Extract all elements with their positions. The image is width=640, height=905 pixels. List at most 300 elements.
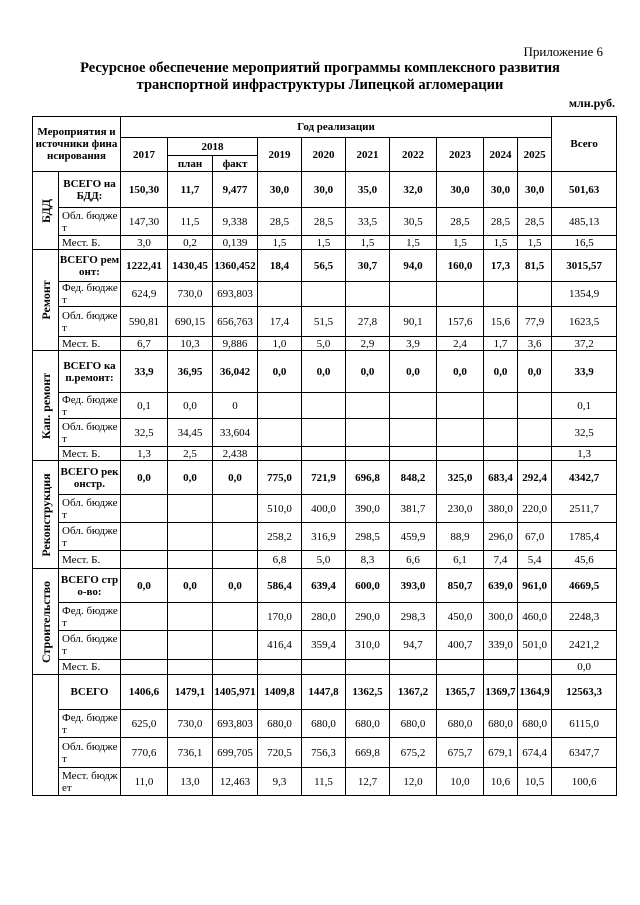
- value-cell: 339,0: [484, 631, 518, 660]
- value-cell: [121, 603, 168, 631]
- value-cell: 0,0: [390, 351, 437, 393]
- value-cell: 30,0: [258, 172, 302, 208]
- table-row: [33, 569, 617, 603]
- row-total-cell: 501,63: [552, 172, 617, 208]
- value-cell: 11,5: [168, 208, 213, 236]
- value-cell: 35,0: [346, 172, 390, 208]
- value-cell: 0,0: [121, 461, 168, 495]
- value-cell: 1,5: [484, 236, 518, 250]
- value-cell: 0,0: [302, 351, 346, 393]
- value-cell: 1,5: [302, 236, 346, 250]
- table-row: [33, 738, 617, 768]
- value-cell: [437, 447, 484, 461]
- value-cell: 380,0: [484, 495, 518, 523]
- value-cell: 1362,5: [346, 675, 390, 710]
- value-cell: 450,0: [437, 603, 484, 631]
- value-cell: [518, 393, 552, 419]
- value-cell: 1447,8: [302, 675, 346, 710]
- value-cell: 680,0: [484, 710, 518, 738]
- row-label: ВСЕГО ремонт:: [59, 250, 121, 282]
- header-year-2019: 2019: [258, 138, 302, 172]
- value-cell: 625,0: [121, 710, 168, 738]
- group-label: Реконструкция: [38, 472, 53, 557]
- value-cell: 721,9: [302, 461, 346, 495]
- value-cell: 10,5: [518, 768, 552, 796]
- value-cell: [346, 393, 390, 419]
- row-label: Мест. Б.: [59, 551, 121, 569]
- table-row: [33, 603, 617, 631]
- value-cell: 0,0: [213, 461, 258, 495]
- value-cell: 2,5: [168, 447, 213, 461]
- row-total-cell: 2511,7: [552, 495, 617, 523]
- table-row: [33, 461, 617, 495]
- value-cell: 160,0: [437, 250, 484, 282]
- funding-table: [32, 116, 617, 796]
- table-row: [33, 419, 617, 447]
- value-cell: 1364,9: [518, 675, 552, 710]
- value-cell: [213, 631, 258, 660]
- value-cell: [484, 282, 518, 307]
- value-cell: 12,0: [390, 768, 437, 796]
- value-cell: 5,4: [518, 551, 552, 569]
- value-cell: [390, 660, 437, 675]
- value-cell: [437, 282, 484, 307]
- group-label-cell: [33, 351, 59, 461]
- value-cell: 18,4: [258, 250, 302, 282]
- value-cell: 0,139: [213, 236, 258, 250]
- value-cell: 961,0: [518, 569, 552, 603]
- value-cell: 33,604: [213, 419, 258, 447]
- value-cell: 34,45: [168, 419, 213, 447]
- value-cell: 690,15: [168, 307, 213, 337]
- value-cell: 0,0: [121, 569, 168, 603]
- value-cell: [484, 419, 518, 447]
- value-cell: 280,0: [302, 603, 346, 631]
- value-cell: 0,0: [437, 351, 484, 393]
- value-cell: 28,5: [302, 208, 346, 236]
- header-year-2020: 2020: [302, 138, 346, 172]
- value-cell: 416,4: [258, 631, 302, 660]
- value-cell: 94,7: [390, 631, 437, 660]
- value-cell: 2,4: [437, 337, 484, 351]
- value-cell: [302, 393, 346, 419]
- row-total-cell: 6347,7: [552, 738, 617, 768]
- group-label: Кап. ремонт: [38, 372, 53, 439]
- value-cell: 510,0: [258, 495, 302, 523]
- value-cell: 51,5: [302, 307, 346, 337]
- value-cell: [121, 551, 168, 569]
- value-cell: 0,0: [213, 569, 258, 603]
- value-cell: [302, 282, 346, 307]
- value-cell: 1479,1: [168, 675, 213, 710]
- value-cell: 325,0: [437, 461, 484, 495]
- table-row: [33, 551, 617, 569]
- value-cell: [168, 603, 213, 631]
- value-cell: 674,4: [518, 738, 552, 768]
- appendix-label: Приложение 6: [523, 44, 603, 59]
- table-row: [33, 768, 617, 796]
- value-cell: 28,5: [258, 208, 302, 236]
- table-row: [33, 236, 617, 250]
- value-cell: 28,5: [484, 208, 518, 236]
- value-cell: 381,7: [390, 495, 437, 523]
- table-row: [33, 523, 617, 551]
- row-total-cell: 4669,5: [552, 569, 617, 603]
- value-cell: 1405,971: [213, 675, 258, 710]
- row-total-cell: 2421,2: [552, 631, 617, 660]
- value-cell: 30,0: [302, 172, 346, 208]
- value-cell: [168, 631, 213, 660]
- value-cell: 13,0: [168, 768, 213, 796]
- value-cell: [213, 660, 258, 675]
- table-row: [33, 495, 617, 523]
- row-total-cell: 33,9: [552, 351, 617, 393]
- row-label: Обл. бюджет: [59, 738, 121, 768]
- value-cell: 736,1: [168, 738, 213, 768]
- row-label: Мест. Б.: [59, 660, 121, 675]
- row-label: ВСЕГО на БДД:: [59, 172, 121, 208]
- value-cell: 258,2: [258, 523, 302, 551]
- value-cell: 680,0: [437, 710, 484, 738]
- group-label: Ремонт: [38, 280, 53, 320]
- value-cell: 679,1: [484, 738, 518, 768]
- value-cell: 656,763: [213, 307, 258, 337]
- row-label: Фед. бюджет: [59, 710, 121, 738]
- value-cell: 669,8: [346, 738, 390, 768]
- table-row: [33, 307, 617, 337]
- value-cell: 33,5: [346, 208, 390, 236]
- value-cell: 775,0: [258, 461, 302, 495]
- value-cell: 11,0: [121, 768, 168, 796]
- group-label: БДД: [38, 198, 53, 223]
- value-cell: 30,0: [518, 172, 552, 208]
- value-cell: 6,1: [437, 551, 484, 569]
- value-cell: 32,5: [121, 419, 168, 447]
- value-cell: 36,95: [168, 351, 213, 393]
- value-cell: 10,0: [437, 768, 484, 796]
- value-cell: 1,5: [346, 236, 390, 250]
- header-year-2025: 2025: [518, 138, 552, 172]
- value-cell: 12,463: [213, 768, 258, 796]
- value-cell: 0,0: [258, 351, 302, 393]
- title-line-2: транспортной инфраструктуры Липецкой агломерации: [136, 77, 504, 93]
- value-cell: [121, 495, 168, 523]
- group-label: Строительство: [38, 580, 53, 663]
- value-cell: 36,042: [213, 351, 258, 393]
- row-label: Мест. бюджет: [59, 768, 121, 796]
- value-cell: 33,9: [121, 351, 168, 393]
- value-cell: 720,5: [258, 738, 302, 768]
- value-cell: 81,5: [518, 250, 552, 282]
- value-cell: 30,5: [390, 208, 437, 236]
- row-label: Мест. Б.: [59, 236, 121, 250]
- value-cell: 693,803: [213, 710, 258, 738]
- value-cell: 0,0: [484, 351, 518, 393]
- value-cell: 30,7: [346, 250, 390, 282]
- value-cell: 590,81: [121, 307, 168, 337]
- value-cell: [213, 603, 258, 631]
- row-total-cell: 45,6: [552, 551, 617, 569]
- value-cell: [213, 551, 258, 569]
- value-cell: 56,5: [302, 250, 346, 282]
- value-cell: [302, 419, 346, 447]
- table-row: [33, 393, 617, 419]
- value-cell: 2,9: [346, 337, 390, 351]
- value-cell: 639,4: [302, 569, 346, 603]
- row-total-cell: 1785,4: [552, 523, 617, 551]
- value-cell: 3,9: [390, 337, 437, 351]
- value-cell: 639,0: [484, 569, 518, 603]
- value-cell: 756,3: [302, 738, 346, 768]
- document-title: [0, 60, 640, 94]
- value-cell: 730,0: [168, 710, 213, 738]
- value-cell: 680,0: [346, 710, 390, 738]
- value-cell: 680,0: [302, 710, 346, 738]
- value-cell: 400,7: [437, 631, 484, 660]
- value-cell: [121, 523, 168, 551]
- value-cell: 292,4: [518, 461, 552, 495]
- value-cell: [346, 282, 390, 307]
- value-cell: 850,7: [437, 569, 484, 603]
- value-cell: 600,0: [346, 569, 390, 603]
- row-total-cell: 1623,5: [552, 307, 617, 337]
- value-cell: [302, 660, 346, 675]
- value-cell: 393,0: [390, 569, 437, 603]
- value-cell: 28,5: [518, 208, 552, 236]
- value-cell: [484, 447, 518, 461]
- value-cell: 88,9: [437, 523, 484, 551]
- value-cell: [302, 447, 346, 461]
- value-cell: 298,5: [346, 523, 390, 551]
- value-cell: 10,6: [484, 768, 518, 796]
- value-cell: 30,0: [437, 172, 484, 208]
- header-years: Год реализации: [121, 117, 552, 138]
- row-total-cell: 4342,7: [552, 461, 617, 495]
- table-row: [33, 675, 617, 710]
- value-cell: [168, 660, 213, 675]
- value-cell: 1409,8: [258, 675, 302, 710]
- value-cell: 17,3: [484, 250, 518, 282]
- row-total-cell: 37,2: [552, 337, 617, 351]
- value-cell: 1430,45: [168, 250, 213, 282]
- value-cell: 1,5: [390, 236, 437, 250]
- group-label-cell: [33, 461, 59, 569]
- value-cell: 0,2: [168, 236, 213, 250]
- value-cell: 0: [213, 393, 258, 419]
- group-label-cell: [33, 172, 59, 250]
- value-cell: 17,4: [258, 307, 302, 337]
- value-cell: 316,9: [302, 523, 346, 551]
- row-label: Фед. бюджет: [59, 282, 121, 307]
- row-label: ВСЕГО реконстр.: [59, 461, 121, 495]
- row-label: Обл. бюджет: [59, 307, 121, 337]
- row-label: Обл. бюджет: [59, 208, 121, 236]
- table-row: [33, 250, 617, 282]
- value-cell: [437, 393, 484, 419]
- row-total-cell: 32,5: [552, 419, 617, 447]
- row-total-cell: 16,5: [552, 236, 617, 250]
- value-cell: [518, 282, 552, 307]
- value-cell: [484, 660, 518, 675]
- value-cell: [168, 551, 213, 569]
- value-cell: 730,0: [168, 282, 213, 307]
- value-cell: 9,477: [213, 172, 258, 208]
- table-row: [33, 208, 617, 236]
- value-cell: 30,0: [484, 172, 518, 208]
- group-label-cell: [33, 675, 59, 796]
- value-cell: [518, 447, 552, 461]
- value-cell: 170,0: [258, 603, 302, 631]
- value-cell: 501,0: [518, 631, 552, 660]
- value-cell: 1,3: [121, 447, 168, 461]
- row-label: Мест. Б.: [59, 337, 121, 351]
- value-cell: [346, 419, 390, 447]
- value-cell: 6,7: [121, 337, 168, 351]
- value-cell: 3,0: [121, 236, 168, 250]
- group-label-cell: [33, 250, 59, 351]
- header-year-2024: 2024: [484, 138, 518, 172]
- row-label: Обл. бюджет: [59, 631, 121, 660]
- header-activities: Мероприятия и источники финансирования: [33, 117, 121, 172]
- table-body: [33, 172, 617, 796]
- value-cell: 699,705: [213, 738, 258, 768]
- row-label: Фед. бюджет: [59, 603, 121, 631]
- value-cell: [213, 523, 258, 551]
- value-cell: 157,6: [437, 307, 484, 337]
- table-row: [33, 447, 617, 461]
- row-total-cell: 485,13: [552, 208, 617, 236]
- value-cell: [484, 393, 518, 419]
- value-cell: 15,6: [484, 307, 518, 337]
- value-cell: 770,6: [121, 738, 168, 768]
- value-cell: 2,438: [213, 447, 258, 461]
- row-label: Обл. бюджет: [59, 419, 121, 447]
- value-cell: 147,30: [121, 208, 168, 236]
- table-row: [33, 172, 617, 208]
- row-total-cell: 1,3: [552, 447, 617, 461]
- table-row: [33, 660, 617, 675]
- value-cell: 680,0: [390, 710, 437, 738]
- value-cell: 1,0: [258, 337, 302, 351]
- value-cell: [168, 523, 213, 551]
- value-cell: [258, 447, 302, 461]
- value-cell: 586,4: [258, 569, 302, 603]
- value-cell: [518, 419, 552, 447]
- value-cell: 7,4: [484, 551, 518, 569]
- value-cell: 848,2: [390, 461, 437, 495]
- value-cell: 94,0: [390, 250, 437, 282]
- value-cell: 1222,41: [121, 250, 168, 282]
- row-total-cell: 0,1: [552, 393, 617, 419]
- row-total-cell: 0,0: [552, 660, 617, 675]
- value-cell: 300,0: [484, 603, 518, 631]
- table-row: [33, 282, 617, 307]
- value-cell: [518, 660, 552, 675]
- value-cell: [390, 447, 437, 461]
- header-year-2022: 2022: [390, 138, 437, 172]
- value-cell: 28,5: [437, 208, 484, 236]
- row-label: Мест. Б.: [59, 447, 121, 461]
- value-cell: [121, 631, 168, 660]
- value-cell: 230,0: [437, 495, 484, 523]
- value-cell: 460,0: [518, 603, 552, 631]
- value-cell: [437, 660, 484, 675]
- value-cell: 150,30: [121, 172, 168, 208]
- header-2018-fact: факт: [213, 156, 258, 172]
- value-cell: 32,0: [390, 172, 437, 208]
- value-cell: 1360,452: [213, 250, 258, 282]
- row-label: Обл. бюджет: [59, 523, 121, 551]
- value-cell: [346, 660, 390, 675]
- table-row: [33, 710, 617, 738]
- value-cell: 359,4: [302, 631, 346, 660]
- value-cell: [168, 495, 213, 523]
- value-cell: [258, 393, 302, 419]
- value-cell: 10,3: [168, 337, 213, 351]
- row-label: ВСЕГО: [59, 675, 121, 710]
- table-row: [33, 351, 617, 393]
- value-cell: [121, 660, 168, 675]
- value-cell: 1,7: [484, 337, 518, 351]
- value-cell: 693,803: [213, 282, 258, 307]
- header-2018-plan: план: [168, 156, 213, 172]
- value-cell: [258, 282, 302, 307]
- table-header: [33, 117, 617, 172]
- value-cell: 310,0: [346, 631, 390, 660]
- value-cell: 1369,7: [484, 675, 518, 710]
- value-cell: 675,7: [437, 738, 484, 768]
- value-cell: [213, 495, 258, 523]
- value-cell: 0,0: [346, 351, 390, 393]
- value-cell: 390,0: [346, 495, 390, 523]
- value-cell: 11,5: [302, 768, 346, 796]
- value-cell: 27,8: [346, 307, 390, 337]
- value-cell: 1,5: [437, 236, 484, 250]
- value-cell: 220,0: [518, 495, 552, 523]
- row-total-cell: 2248,3: [552, 603, 617, 631]
- value-cell: 9,338: [213, 208, 258, 236]
- value-cell: 90,1: [390, 307, 437, 337]
- value-cell: 12,7: [346, 768, 390, 796]
- value-cell: 5,0: [302, 551, 346, 569]
- value-cell: 0,1: [121, 393, 168, 419]
- row-total-cell: 6115,0: [552, 710, 617, 738]
- value-cell: 400,0: [302, 495, 346, 523]
- value-cell: [346, 447, 390, 461]
- value-cell: 6,8: [258, 551, 302, 569]
- value-cell: 77,9: [518, 307, 552, 337]
- value-cell: 0,0: [168, 461, 213, 495]
- value-cell: 298,3: [390, 603, 437, 631]
- row-total-cell: 3015,57: [552, 250, 617, 282]
- value-cell: 1,5: [258, 236, 302, 250]
- value-cell: 290,0: [346, 603, 390, 631]
- header-year-2018: 2018: [168, 138, 258, 156]
- value-cell: 0,0: [168, 393, 213, 419]
- header-total: Всего: [552, 117, 617, 172]
- value-cell: [390, 393, 437, 419]
- value-cell: 5,0: [302, 337, 346, 351]
- table-row: [33, 631, 617, 660]
- value-cell: [390, 282, 437, 307]
- row-total-cell: 100,6: [552, 768, 617, 796]
- row-label: Обл. бюджет: [59, 495, 121, 523]
- value-cell: 683,4: [484, 461, 518, 495]
- row-total-cell: 12563,3: [552, 675, 617, 710]
- value-cell: 9,886: [213, 337, 258, 351]
- value-cell: 1367,2: [390, 675, 437, 710]
- value-cell: 11,7: [168, 172, 213, 208]
